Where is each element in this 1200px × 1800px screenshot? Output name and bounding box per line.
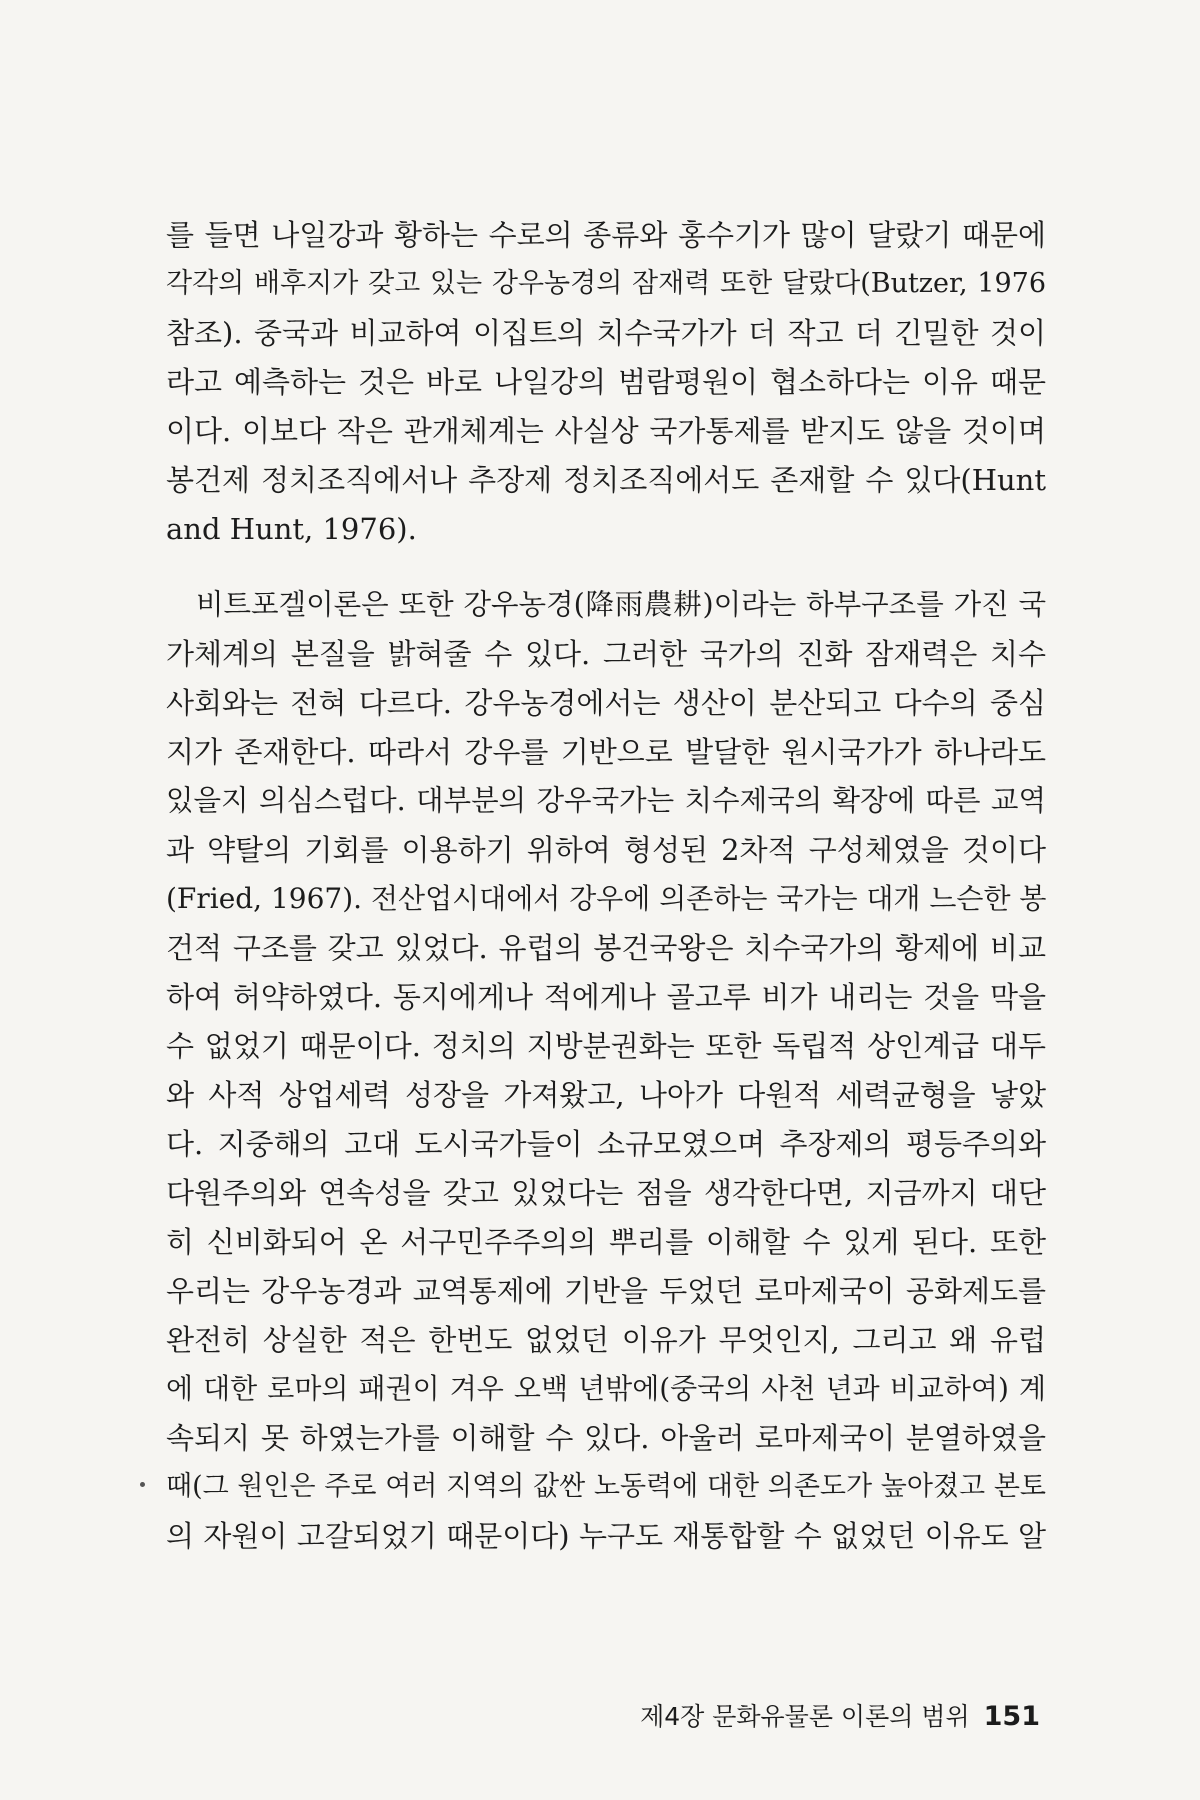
text-line: 라고 예측하는 것은 바로 나일강의 범람평원이 협소하다는 이유 때문 [166,365,1046,399]
text-line: 봉건제 정치조직에서나 추장제 정치조직에서도 존재할 수 있다(Hunt [166,463,1046,497]
chapter-title: 제4장 문화유물론 이론의 범위 [640,1702,970,1731]
text-line: 와 사적 상업세력 성장을 가져왔고, 나아가 다원적 세력균형을 낳았 [166,1078,1046,1112]
page-number: 151 [983,1701,1040,1732]
text-line: 지가 존재한다. 따라서 강우를 기반으로 발달한 원시국가가 하나라도 [166,735,1046,769]
running-footer [640,1697,1040,1737]
text-line: 의 자원이 고갈되었기 때문이다) 누구도 재통합할 수 없었던 이유도 알 [166,1519,1046,1553]
text-line: 다원주의와 연속성을 갖고 있었다는 점을 생각한다면, 지금까지 대단 [166,1176,1046,1210]
text-line: 가체계의 본질을 밝혀줄 수 있다. 그러한 국가의 진화 잠재력은 치수 [166,637,1046,671]
text-line: 각각의 배후지가 갖고 있는 강우농경의 잠재력 또한 달랐다(Butzer, 1976 [166,268,1046,299]
text-line: and Hunt, 1976). [166,512,417,546]
text-line: 하여 허약하였다. 동지에게나 적에게나 골고루 비가 내리는 것을 막을 [166,980,1046,1014]
text-line: 비트포겔이론은 또한 강우농경(降雨農耕)이라는 하부구조를 가진 국 [196,588,1046,621]
text-line: 를 들면 나일강과 황하는 수로의 종류와 홍수기가 많이 달랐기 때문에 [166,218,1046,252]
text-line: 속되지 못 하였는가를 이해할 수 있다. 아울러 로마제국이 분열하였을 [166,1421,1046,1455]
text-line: (Fried, 1967). 전산업시대에서 강우에 의존하는 국가는 대개 느슨한 봉 [166,882,1047,915]
text-line: 에 대한 로마의 패권이 겨우 오백 년밖에(중국의 사천 년과 비교하여) 계 [166,1372,1046,1405]
text-line: 사회와는 전혀 다르다. 강우농경에서는 생산이 분산되고 다수의 중심 [166,686,1046,720]
stray-mark [140,1482,145,1487]
text-line: 이다. 이보다 작은 관개체계는 사실상 국가통제를 받지도 않을 것이며 [166,414,1046,448]
text-line: 우리는 강우농경과 교역통제에 기반을 두었던 로마제국이 공화제도를 [166,1274,1046,1308]
text-line: 완전히 상실한 적은 한번도 없었던 이유가 무엇인지, 그리고 왜 유럽 [166,1323,1046,1357]
text-line: 참조). 중국과 비교하여 이집트의 치수국가가 더 작고 더 긴밀한 것이 [166,316,1046,350]
text-line: 과 약탈의 기회를 이용하기 위하여 형성된 2차적 구성체였을 것이다 [166,833,1046,867]
text-line: 다. 지중해의 고대 도시국가들이 소규모였으며 추장제의 평등주의와 [166,1127,1046,1161]
text-line: 있을지 의심스럽다. 대부분의 강우국가는 치수제국의 확장에 따른 교역 [166,784,1046,817]
text-line: 히 신비화되어 온 서구민주주의의 뿌리를 이해할 수 있게 된다. 또한 [166,1225,1046,1259]
text-line: 건적 구조를 갖고 있었다. 유럽의 봉건국왕은 치수국가의 황제에 비교 [166,931,1046,965]
text-line: 수 없었기 때문이다. 정치의 지방분권화는 또한 독립적 상인계급 대두 [166,1029,1046,1063]
text-line: 때(그 원인은 주로 여러 지역의 값싼 노동력에 대한 의존도가 높아졌고 본토 [166,1471,1046,1502]
